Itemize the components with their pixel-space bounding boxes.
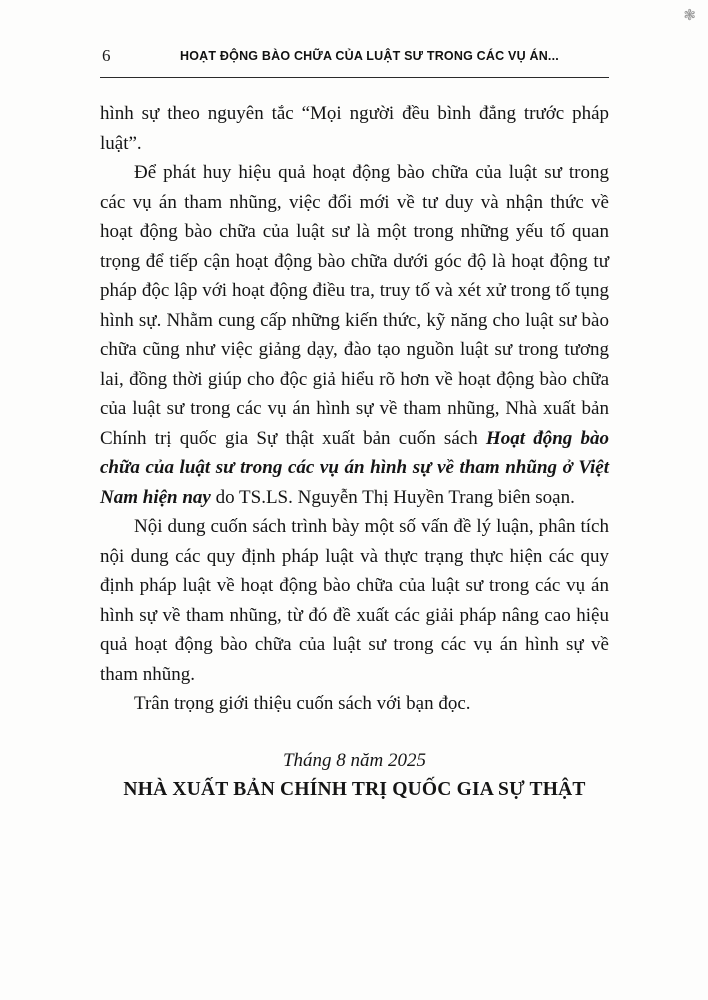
paragraph-introduction — [100, 158, 609, 512]
paragraph-contents: Nội dung cuốn sách trình bày một số vấn đề lý luận, phân tích nội dung các quy định pháp luật và thực trạng thực hiện các quy định pháp luật về hoạt động bào chữa của luật sư trong các vụ án hình sự về tham nhũng, từ đó đề xuất các giải pháp nâng cao hiệu quả hoạt động bào chữa của luật sư trong các vụ án hình sự về tham nhũng. — [100, 516, 609, 685]
running-title: HOẠT ĐỘNG BÀO CHỮA CỦA LUẬT SƯ TRONG CÁC VỤ ÁN... — [180, 49, 559, 63]
date-line: Tháng 8 năm 2025 — [282, 749, 427, 771]
corner-ornament-icon: ❃ — [683, 6, 696, 24]
page-number: 6 — [102, 46, 111, 65]
paragraph-closing: Trân trọng giới thiệu cuốn sách với bạn đọc. — [134, 693, 471, 714]
paragraph-introduction-text-2: do TS.LS. Nguyễn Thị Huyền Trang biên soạn. — [210, 486, 575, 508]
page-body — [100, 99, 609, 805]
page-header — [100, 46, 609, 78]
paragraph-continuation: hình sự theo nguyên tắc “Mọi người đều bình đẳng trước pháp luật”. — [100, 103, 609, 154]
paragraph-introduction-text-1: Để phát huy hiệu quả hoạt động bào chữa của luật sư trong các vụ án tham nhũng, việc đổi mới về tư duy và nhận thức về hoạt động bào chữa của luật sư là một trong những yếu tố quan trọng để tiếp cận hoạt động bào chữa dưới góc độ là hoạt động tư pháp độc lập với hoạt động điều tra, truy tố và xét xử trong tố tụng hình sự. Nhằm cung cấp những kiến thức, kỹ năng cho luật sư bào chữa cũng như việc giảng dạy, đào tạo nguồn luật sư trong tương lai, đồng thời giúp cho độc giả hiểu rõ hơn về hoạt động bào chữa của luật sư trong các vụ án hình sự về tham nhũng, Nhà xuất bản Chính trị quốc gia Sự thật xuất bản cuốn sách — [100, 162, 609, 449]
book-title: Hoạt động bào chữa của luật sư trong các vụ án hình sự về tham nhũng ở Việt Nam hiện nay — [100, 427, 609, 508]
publisher-name: NHÀ XUẤT BẢN CHÍNH TRỊ QUỐC GIA SỰ THẬT — [123, 779, 586, 800]
